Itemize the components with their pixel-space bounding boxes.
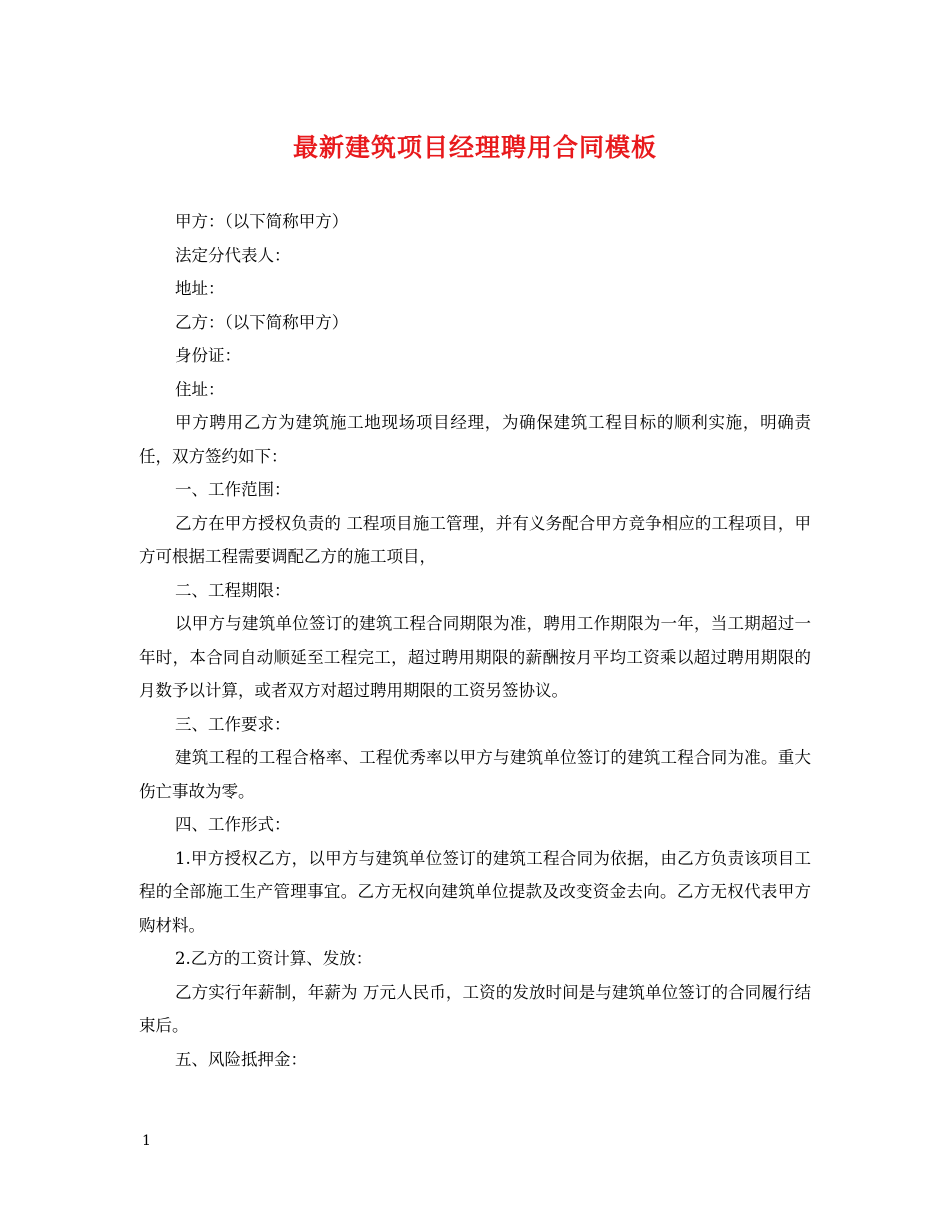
- page-number: 1: [142, 1133, 151, 1149]
- section-heading-requirements: 三、工作要求：: [175, 714, 291, 734]
- section-heading-form: 四、工作形式：: [175, 815, 291, 834]
- preamble-paragraph: 甲方聘用乙方为建筑施工地现场项目经理，为确保建筑工程目标的顺利实施，明确责任，双方签约如下：: [139, 413, 811, 466]
- term-paragraph: 以甲方与建筑单位签订的建筑工程合同期限为准，聘用工作期限为一年，当工期超过一年时，本合同自动顺延至工程完工，超过聘用期限的薪酬按月平均工资乘以超过聘用期限的月数予以计算，或者双方对超过聘用期限的工资另签协议。: [139, 614, 811, 700]
- salary-paragraph: 乙方实行年薪制，年薪为 万元人民币，工资的发放时间是与建筑单位签订的合同履行结束后。: [139, 982, 811, 1035]
- section-heading-deposit: 五、风险抵押金：: [175, 1049, 307, 1069]
- form-item-2: 2.乙方的工资计算、发放：: [175, 949, 373, 968]
- section-heading-scope: 一、工作范围：: [175, 480, 291, 499]
- section-heading-term: 二、工程期限：: [175, 580, 291, 600]
- requirements-paragraph: 建筑工程的工程合格率、工程优秀率以甲方与建筑单位签订的建筑工程合同为准。重大伤亡事故为零。: [139, 748, 811, 801]
- contract-body: [139, 205, 811, 1076]
- party-b-line: 乙方：（以下简称甲方）: [175, 312, 349, 332]
- document-title: 最新建筑项目经理聘用合同模板: [292, 133, 657, 162]
- form-item-1: 1.甲方授权乙方，以甲方与建筑单位签订的建筑工程合同为依据，由乙方负责该项目工程的全部施工生产管理事宜。乙方无权向建筑单位提款及改变资金去向。乙方无权代表甲方购材料。: [139, 848, 811, 935]
- party-a-address-line: 地址：: [175, 279, 225, 298]
- scope-paragraph: 乙方在甲方授权负责的 工程项目施工管理，并有义务配合甲方竞争相应的工程项目，甲方可根据工程需要调配乙方的施工项目，: [139, 513, 811, 566]
- id-card-line: 身份证：: [175, 346, 241, 365]
- party-a-line: 甲方：（以下简称甲方）: [175, 212, 349, 231]
- party-b-address-line: 住址：: [175, 379, 225, 399]
- legal-representative-line: 法定分代表人：: [175, 245, 291, 265]
